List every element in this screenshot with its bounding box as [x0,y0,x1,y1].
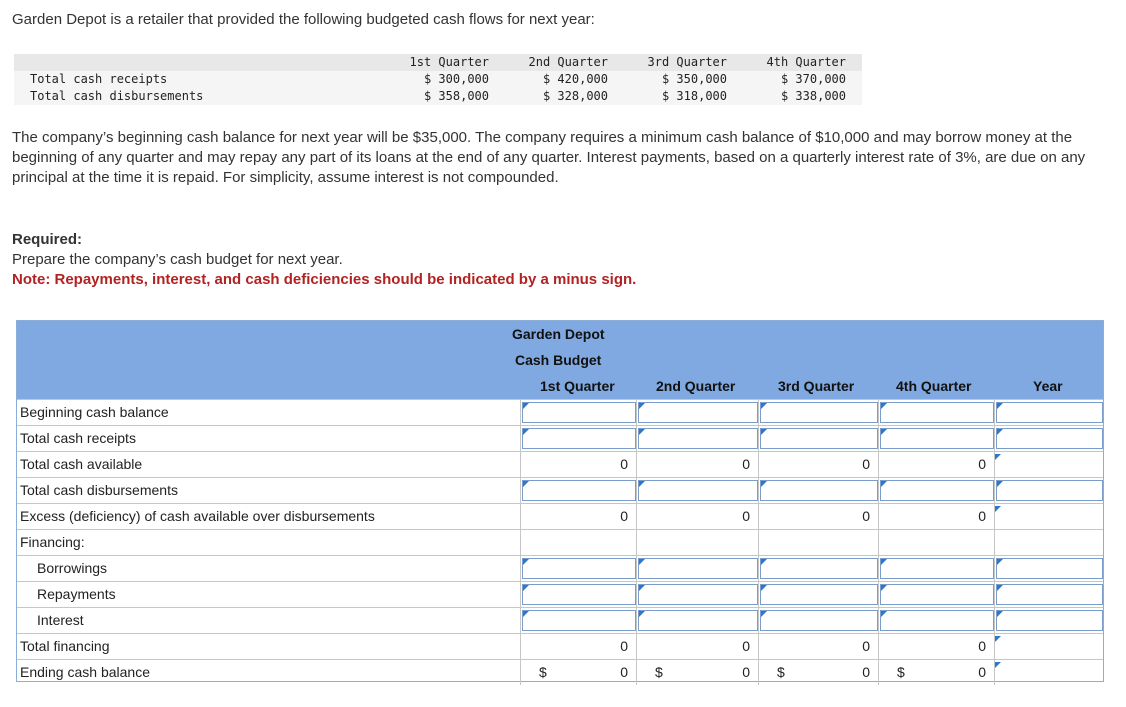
column-header-q4: 4th Quarter [896,378,972,394]
budget-cell [994,556,1103,581]
budget-row-repayments [17,581,1103,607]
beginning-input[interactable] [522,402,636,423]
row-label: Ending cash balance [20,664,150,680]
budget-cell [878,582,994,607]
computed-value: 0 [862,508,870,524]
budget-row-financing [17,529,1103,555]
computed-value: 0 [742,456,750,472]
computed-value: 0 [978,664,986,680]
required-instruction: Prepare the company’s cash budget for next year. [12,251,343,268]
budget-cell [758,556,878,581]
budget-cell [636,660,758,685]
required-note: Note: Repayments, interest, and cash deficiencies should be indicated by a minus sign. [12,271,637,288]
computed-value: 0 [978,508,986,524]
budget-cell [636,634,758,659]
given-row-label: Total cash receipts [14,71,370,88]
budget-cell [994,660,1103,685]
budget-cell [520,478,636,503]
budget-cell [878,634,994,659]
budget-title-row [17,347,1103,373]
borrowings-input[interactable] [522,558,636,579]
given-row-label: Total cash disbursements [14,88,370,105]
borrowings-input[interactable] [880,558,994,579]
budget-row-total-financing [17,633,1103,659]
interest-input[interactable] [996,610,1103,631]
interest-input[interactable] [880,610,994,631]
given-value: $ 350,000 [608,71,727,88]
repayments-input[interactable] [996,584,1103,605]
budget-company: Garden Depot [512,326,605,342]
row-label: Total cash receipts [20,430,136,446]
given-header: 3rd Quarter [608,54,727,71]
row-label: Interest [37,612,84,628]
year-cell-marker [995,636,1001,642]
budget-cell [994,426,1103,451]
budget-cell [520,608,636,633]
budget-cell [878,530,994,555]
computed-value: 0 [620,508,628,524]
budget-row-ending [17,659,1103,685]
budget-cell [994,452,1103,477]
budget-cell [758,634,878,659]
budget-row-disbursements [17,477,1103,503]
interest-input[interactable] [638,610,758,631]
budget-row-receipts [17,425,1103,451]
computed-value: 0 [862,456,870,472]
intro-text: Garden Depot is a retailer that provided the following budgeted cash flows for next year: [12,11,595,28]
budget-cell [520,530,636,555]
computed-value: 0 [620,456,628,472]
repayments-input[interactable] [638,584,758,605]
given-header: 4th Quarter [727,54,862,71]
budget-cell [636,608,758,633]
beginning-input[interactable] [760,402,878,423]
budget-cell [520,452,636,477]
disbursements-input[interactable] [760,480,878,501]
disbursements-input[interactable] [880,480,994,501]
budget-cell [878,400,994,425]
disbursements-input[interactable] [638,480,758,501]
computed-value: 0 [978,456,986,472]
year-cell-marker [995,506,1001,512]
disbursements-input[interactable] [522,480,636,501]
budget-cell [878,504,994,529]
given-cash-flows-table [14,54,862,105]
dollar-sign: $ [655,664,663,680]
required-heading: Required: [12,231,83,248]
budget-cell [758,660,878,685]
given-value: $ 318,000 [608,88,727,105]
column-header-q1: 1st Quarter [540,378,615,394]
budget-cell [878,426,994,451]
budget-cell [758,400,878,425]
budget-row-excess [17,503,1103,529]
budget-cell [636,400,758,425]
budget-cell [994,634,1103,659]
given-header: 1st Quarter [370,54,489,71]
beginning-input[interactable] [996,402,1103,423]
budget-cell [520,556,636,581]
dollar-sign: $ [777,664,785,680]
problem-paragraph: The company’s beginning cash balance for next year will be $35,000. The company requires a minimum cash balance of $10,000 and may borrow money at the beginning of any quarter and may repay any part of its loans at the end of any quarter. Interest payments, based on a quarterly interest rate of 3%, are due on any principal at the time it is repaid. For simplicity, assume interest is not compounded. [12,129,1086,186]
computed-value: 0 [742,638,750,654]
borrowings-input[interactable] [760,558,878,579]
budget-cell [636,530,758,555]
budget-cell [636,582,758,607]
computed-value: 0 [862,664,870,680]
given-value: $ 358,000 [370,88,489,105]
row-label: Beginning cash balance [20,404,169,420]
budget-cell [758,452,878,477]
borrowings-input[interactable] [996,558,1103,579]
budget-cell [758,504,878,529]
row-label: Total financing [20,638,110,654]
budget-cell [520,426,636,451]
receipts-input[interactable] [638,428,758,449]
receipts-input[interactable] [760,428,878,449]
given-value: $ 328,000 [489,88,608,105]
interest-input[interactable] [522,610,636,631]
year-cell-marker [995,662,1001,668]
dollar-sign: $ [897,664,905,680]
repayments-input[interactable] [522,584,636,605]
budget-cell [758,530,878,555]
budget-cell [994,530,1103,555]
computed-value: 0 [862,638,870,654]
repayments-input[interactable] [880,584,994,605]
row-label: Excess (deficiency) of cash available over disbursements [20,508,375,524]
given-value: $ 338,000 [727,88,862,105]
budget-row-borrowings [17,555,1103,581]
computed-value: 0 [742,664,750,680]
budget-row-available [17,451,1103,477]
column-header-q3: 3rd Quarter [778,378,855,394]
row-label: Repayments [37,586,116,602]
budget-row-interest [17,607,1103,633]
budget-cell [994,582,1103,607]
budget-cell [994,608,1103,633]
budget-cell [758,608,878,633]
budget-cell [520,582,636,607]
budget-cell [758,582,878,607]
given-value: $ 420,000 [489,71,608,88]
dollar-sign: $ [539,664,547,680]
budget-cell [636,478,758,503]
budget-cell [994,478,1103,503]
computed-value: 0 [742,508,750,524]
budget-cell [878,608,994,633]
computed-value: 0 [620,664,628,680]
budget-cell [878,660,994,685]
budget-cell [520,660,636,685]
budget-cell [878,478,994,503]
row-label: Borrowings [37,560,108,576]
receipts-input[interactable] [996,428,1103,449]
given-value: $ 370,000 [727,71,862,88]
beginning-input[interactable] [638,402,758,423]
cash-budget-table [16,320,1104,682]
budget-cell [994,400,1103,425]
beginning-input[interactable] [880,402,994,423]
budget-cell [636,556,758,581]
budget-cell [878,556,994,581]
year-cell-marker [995,454,1001,460]
budget-cell [520,504,636,529]
budget-cell [636,452,758,477]
budget-cell [636,426,758,451]
given-value: $ 300,000 [370,71,489,88]
budget-cell [758,426,878,451]
interest-input[interactable] [760,610,878,631]
borrowings-input[interactable] [638,558,758,579]
row-label: Financing: [20,534,85,550]
budget-row-beginning [17,399,1103,425]
budget-columns-row [17,373,1103,399]
repayments-input[interactable] [760,584,878,605]
column-header-q2: 2nd Quarter [656,378,736,394]
budget-cell [878,452,994,477]
budget-cell [520,634,636,659]
required-section [12,230,636,290]
column-header-year: Year [1033,378,1063,394]
receipts-input[interactable] [880,428,994,449]
computed-value: 0 [620,638,628,654]
budget-cell [994,504,1103,529]
receipts-input[interactable] [522,428,636,449]
budget-company-row [17,321,1103,347]
given-header: 2nd Quarter [489,54,608,71]
budget-cell [636,504,758,529]
budget-cell [520,400,636,425]
disbursements-input[interactable] [996,480,1103,501]
row-label: Total cash available [20,456,143,472]
computed-value: 0 [978,638,986,654]
row-label: Total cash disbursements [20,482,178,498]
budget-cell [758,478,878,503]
budget-title: Cash Budget [515,352,602,368]
